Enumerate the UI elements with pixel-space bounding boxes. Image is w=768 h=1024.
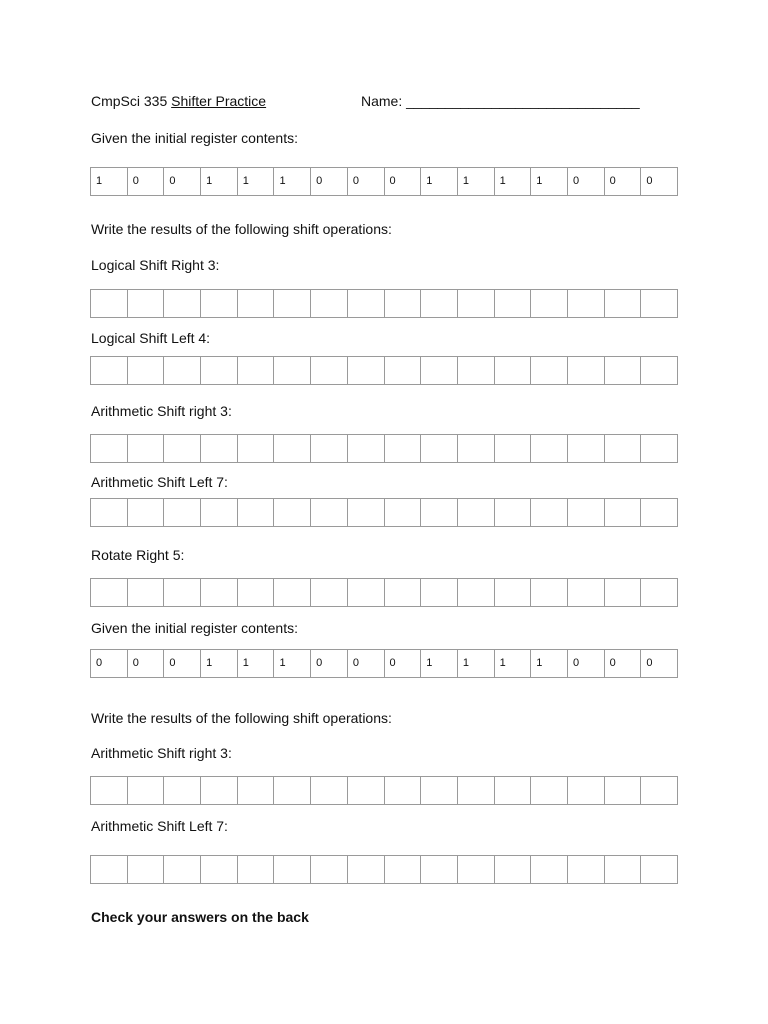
bit-cell: 0 xyxy=(348,168,385,195)
operation-label: Rotate Right 5: xyxy=(91,547,185,563)
operation-label: Logical Shift Right 3: xyxy=(91,257,220,273)
answer-cell[interactable] xyxy=(495,290,532,317)
bit-cell: 1 xyxy=(201,650,238,677)
answer-cell[interactable] xyxy=(421,435,458,462)
answer-cell[interactable] xyxy=(348,435,385,462)
bit-cell: 1 xyxy=(531,650,568,677)
answer-cell[interactable] xyxy=(201,499,238,526)
answer-register-lsr3[interactable] xyxy=(90,289,678,318)
answer-register-lsl4[interactable] xyxy=(90,356,678,385)
initial-register-2 xyxy=(90,649,678,678)
answer-cell[interactable] xyxy=(164,856,201,883)
name-field[interactable]: Name: ______________________________ xyxy=(361,93,640,109)
answer-cell[interactable] xyxy=(128,357,165,384)
page-title xyxy=(91,93,266,109)
answer-cell[interactable] xyxy=(311,290,348,317)
answer-register-asr3[interactable] xyxy=(90,434,678,463)
answer-cell[interactable] xyxy=(201,290,238,317)
bit-cell: 1 xyxy=(458,650,495,677)
answer-cell[interactable] xyxy=(605,777,642,804)
answer-cell[interactable] xyxy=(421,290,458,317)
answer-cell[interactable] xyxy=(641,357,677,384)
bit-cell: 0 xyxy=(605,168,642,195)
answer-cell[interactable] xyxy=(348,499,385,526)
bit-cell: 1 xyxy=(238,168,275,195)
section1-instructions: Write the results of the following shift operations: xyxy=(91,221,392,237)
bit-cell: 1 xyxy=(531,168,568,195)
operation-label: Arithmetic Shift right 3: xyxy=(91,745,232,761)
answer-cell[interactable] xyxy=(91,357,128,384)
answer-cell[interactable] xyxy=(641,290,677,317)
answer-cell[interactable] xyxy=(531,435,568,462)
initial-register-1 xyxy=(90,167,678,196)
answer-cell[interactable] xyxy=(495,579,532,606)
answer-cell[interactable] xyxy=(128,435,165,462)
footer-note: Check your answers on the back xyxy=(91,909,309,925)
bit-cell: 0 xyxy=(605,650,642,677)
answer-cell[interactable] xyxy=(274,290,311,317)
answer-cell[interactable] xyxy=(238,579,275,606)
bit-cell: 0 xyxy=(568,650,605,677)
bit-cell: 0 xyxy=(385,168,422,195)
bit-cell: 0 xyxy=(128,650,165,677)
answer-cell[interactable] xyxy=(458,579,495,606)
answer-cell[interactable] xyxy=(495,357,532,384)
answer-cell[interactable] xyxy=(421,579,458,606)
answer-cell[interactable] xyxy=(458,435,495,462)
answer-cell[interactable] xyxy=(605,579,642,606)
answer-cell[interactable] xyxy=(348,290,385,317)
answer-cell[interactable] xyxy=(91,435,128,462)
answer-cell[interactable] xyxy=(385,290,422,317)
answer-cell[interactable] xyxy=(605,357,642,384)
answer-cell[interactable] xyxy=(495,435,532,462)
answer-register-asl7[interactable] xyxy=(90,498,678,527)
answer-cell[interactable] xyxy=(128,777,165,804)
answer-cell[interactable] xyxy=(274,579,311,606)
answer-cell[interactable] xyxy=(641,777,677,804)
bit-cell: 0 xyxy=(91,650,128,677)
answer-cell[interactable] xyxy=(348,856,385,883)
answer-cell[interactable] xyxy=(274,856,311,883)
answer-cell[interactable] xyxy=(164,357,201,384)
answer-cell[interactable] xyxy=(91,499,128,526)
answer-cell[interactable] xyxy=(568,777,605,804)
operation-label: Logical Shift Left 4: xyxy=(91,330,211,346)
answer-cell[interactable] xyxy=(385,579,422,606)
answer-cell[interactable] xyxy=(605,435,642,462)
answer-cell[interactable] xyxy=(568,435,605,462)
answer-cell[interactable] xyxy=(605,856,642,883)
answer-cell[interactable] xyxy=(531,357,568,384)
answer-cell[interactable] xyxy=(238,357,275,384)
bit-cell: 0 xyxy=(128,168,165,195)
answer-cell[interactable] xyxy=(311,499,348,526)
bit-cell: 0 xyxy=(348,650,385,677)
bit-cell: 1 xyxy=(421,168,458,195)
bit-cell: 0 xyxy=(164,168,201,195)
answer-cell[interactable] xyxy=(348,579,385,606)
answer-cell[interactable] xyxy=(605,290,642,317)
operation-label: Arithmetic Shift Left 7: xyxy=(91,474,228,490)
bit-cell: 1 xyxy=(274,168,311,195)
answer-cell[interactable] xyxy=(568,357,605,384)
answer-cell[interactable] xyxy=(201,579,238,606)
answer-cell[interactable] xyxy=(421,357,458,384)
bit-cell: 0 xyxy=(311,650,348,677)
answer-cell[interactable] xyxy=(348,777,385,804)
answer-cell[interactable] xyxy=(421,777,458,804)
bit-cell: 1 xyxy=(238,650,275,677)
answer-cell[interactable] xyxy=(164,499,201,526)
answer-cell[interactable] xyxy=(201,777,238,804)
answer-cell[interactable] xyxy=(311,856,348,883)
answer-cell[interactable] xyxy=(238,290,275,317)
answer-cell[interactable] xyxy=(531,499,568,526)
bit-cell: 1 xyxy=(495,168,532,195)
answer-register-asr3-b[interactable] xyxy=(90,776,678,805)
bit-cell: 1 xyxy=(495,650,532,677)
operation-label: Arithmetic Shift Left 7: xyxy=(91,818,228,834)
answer-cell[interactable] xyxy=(568,290,605,317)
answer-cell[interactable] xyxy=(274,777,311,804)
bit-cell: 1 xyxy=(274,650,311,677)
section1-intro: Given the initial register contents: xyxy=(91,130,298,146)
bit-cell: 1 xyxy=(458,168,495,195)
bit-cell: 1 xyxy=(91,168,128,195)
answer-cell[interactable] xyxy=(164,435,201,462)
answer-cell[interactable] xyxy=(458,499,495,526)
answer-cell[interactable] xyxy=(201,856,238,883)
answer-cell[interactable] xyxy=(568,499,605,526)
answer-cell[interactable] xyxy=(311,777,348,804)
bit-cell: 0 xyxy=(164,650,201,677)
answer-cell[interactable] xyxy=(238,499,275,526)
answer-cell[interactable] xyxy=(641,856,677,883)
answer-cell[interactable] xyxy=(274,357,311,384)
course-label: CmpSci 335 xyxy=(91,93,172,109)
answer-cell[interactable] xyxy=(201,435,238,462)
answer-cell[interactable] xyxy=(201,357,238,384)
answer-cell[interactable] xyxy=(91,290,128,317)
answer-cell[interactable] xyxy=(458,856,495,883)
answer-cell[interactable] xyxy=(421,856,458,883)
bit-cell: 0 xyxy=(311,168,348,195)
answer-register-asl7-b[interactable] xyxy=(90,855,678,884)
answer-cell[interactable] xyxy=(128,856,165,883)
answer-cell[interactable] xyxy=(605,499,642,526)
answer-cell[interactable] xyxy=(274,499,311,526)
answer-cell[interactable] xyxy=(91,579,128,606)
answer-cell[interactable] xyxy=(348,357,385,384)
answer-cell[interactable] xyxy=(458,777,495,804)
bit-cell: 0 xyxy=(385,650,422,677)
bit-cell: 0 xyxy=(646,657,653,669)
answer-cell[interactable] xyxy=(238,777,275,804)
bit-cell: 1 xyxy=(421,650,458,677)
answer-cell[interactable] xyxy=(531,856,568,883)
answer-register-ror5[interactable] xyxy=(90,578,678,607)
section2-intro: Given the initial register contents: xyxy=(91,620,298,636)
answer-cell[interactable] xyxy=(238,435,275,462)
answer-cell[interactable] xyxy=(91,856,128,883)
operation-label: Arithmetic Shift right 3: xyxy=(91,403,232,419)
answer-cell[interactable] xyxy=(458,290,495,317)
answer-cell[interactable] xyxy=(641,435,677,462)
answer-cell[interactable] xyxy=(531,777,568,804)
answer-cell[interactable] xyxy=(495,777,532,804)
answer-cell[interactable] xyxy=(311,579,348,606)
answer-cell[interactable] xyxy=(568,579,605,606)
answer-cell[interactable] xyxy=(311,435,348,462)
answer-cell[interactable] xyxy=(568,856,605,883)
answer-cell[interactable] xyxy=(385,777,422,804)
answer-cell[interactable] xyxy=(128,579,165,606)
bit-cell: 0 xyxy=(646,175,653,187)
answer-cell[interactable] xyxy=(385,499,422,526)
answer-cell[interactable] xyxy=(495,856,532,883)
answer-cell[interactable] xyxy=(495,499,532,526)
bit-cell: 0 xyxy=(568,168,605,195)
section2-instructions: Write the results of the following shift operations: xyxy=(91,710,392,726)
answer-cell[interactable] xyxy=(385,435,422,462)
worksheet-title: Shifter Practice xyxy=(171,93,267,109)
answer-cell[interactable] xyxy=(311,357,348,384)
answer-cell[interactable] xyxy=(164,290,201,317)
answer-cell[interactable] xyxy=(128,290,165,317)
bit-cell: 1 xyxy=(201,168,238,195)
answer-cell[interactable] xyxy=(238,856,275,883)
answer-cell[interactable] xyxy=(531,290,568,317)
answer-cell[interactable] xyxy=(385,357,422,384)
answer-cell[interactable] xyxy=(164,777,201,804)
answer-cell[interactable] xyxy=(531,579,568,606)
answer-cell[interactable] xyxy=(458,357,495,384)
answer-cell[interactable] xyxy=(421,499,458,526)
answer-cell[interactable] xyxy=(91,777,128,804)
answer-cell[interactable] xyxy=(641,499,677,526)
answer-cell[interactable] xyxy=(128,499,165,526)
answer-cell[interactable] xyxy=(385,856,422,883)
answer-cell[interactable] xyxy=(641,579,677,606)
answer-cell[interactable] xyxy=(164,579,201,606)
answer-cell[interactable] xyxy=(274,435,311,462)
